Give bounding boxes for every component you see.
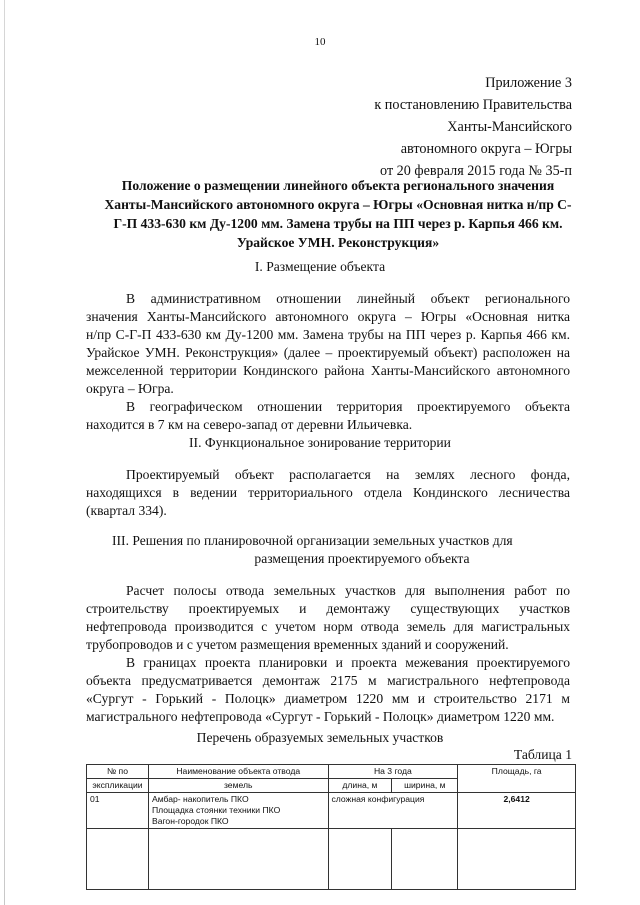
appendix-block [374, 72, 572, 182]
section-3-heading-line: III. Решения по планировочной организации земельных участков для [112, 533, 513, 548]
page-number: 10 [314, 36, 326, 48]
section-3-heading-line: размещения проектируемого объекта [254, 551, 470, 566]
land-plots-table [86, 764, 576, 890]
text-line: объекта предусматривается демонтаж 2175 м магистрального нефтепровода [86, 673, 570, 688]
title-line: Г-П 433-630 км Ду-1200 мм. Замена трубы на ПП через р. Карпья 466 км. [113, 216, 563, 231]
object-name: Площадка стоянки техники ПКО [151, 805, 281, 815]
text-line: «Сургут - Горький - Полоцк» диаметром 1220 мм и строительство 2171 м [86, 691, 570, 706]
scan-edge [4, 0, 5, 905]
text-line: значения Ханты-Мансийского автономного округа – Югры «Основная нитка [86, 309, 570, 324]
text-line: находящихся в ведении территориального отдела Кондинского лесничества [86, 485, 570, 500]
section-1-paragraph-1 [86, 290, 570, 398]
cell-number: 01 [87, 793, 149, 829]
text-line: нефтепровода производится с учетом норм отвода земель для магистральных [86, 619, 570, 634]
section-3-paragraph-2 [86, 654, 570, 726]
header-name-2: земель [148, 779, 328, 793]
cell-area: 2,6412 [458, 793, 576, 829]
section-3-paragraph-1 [86, 582, 570, 654]
cell-dimensions: сложная конфигурация [328, 793, 458, 829]
header-length: длина, м [328, 779, 392, 793]
appendix-line: Ханты-Мансийского [447, 119, 572, 135]
appendix-line: к постановлению Правительства [374, 97, 572, 113]
section-1-heading: I. Размещение объекта [254, 259, 386, 274]
header-width: ширина, м [392, 779, 458, 793]
text-line: Урайское УМН. Реконструкция» (далее – проектируемый объект) расположен на [86, 345, 570, 360]
table-row [87, 793, 576, 829]
text-line: (квартал 334). [86, 503, 167, 518]
header-name: Наименование объекта отвода [148, 765, 328, 779]
text-line: находится в 7 км на северо-запад от деревни Ильичевка. [86, 417, 413, 432]
text-line: строительству проектируемых и демонтажу существующих участков [86, 601, 570, 616]
table-row-continued [87, 829, 576, 890]
section-2-paragraph-1 [86, 466, 570, 520]
text-line: округа – Югра. [86, 381, 174, 396]
title-line: Ханты-Мансийского автономного округа – Югры «Основная нитка н/пр С- [104, 197, 572, 212]
text-line: межселенной территории Кондинского района Ханты-Мансийского автономного [86, 363, 570, 378]
appendix-line: Приложение 3 [485, 75, 572, 91]
header-number: № по [87, 765, 149, 779]
table-title: Перечень образуемых земельных участков [196, 730, 444, 745]
header-area: Площадь, га [458, 765, 576, 793]
text-line: Проектируемый объект располагается на землях лесного фонда, [126, 467, 570, 482]
text-line: Расчет полосы отвода земельных участков для выполнения работ по [126, 583, 570, 598]
object-name: Вагон-городок ПКО [151, 816, 229, 826]
text-line: В географическом отношении территория проектируемого объекта [126, 399, 570, 414]
section-3-heading [112, 532, 572, 568]
table-number: Таблица 1 [513, 747, 572, 762]
title-line: Положение о размещении линейного объекта регионального значения [121, 178, 555, 193]
header-number-2: экспликации [87, 779, 149, 793]
title-line: Урайское УМН. Реконструкция» [236, 235, 440, 250]
text-line: трубопроводов и с учетом размещения временных зданий и сооружений. [86, 637, 509, 652]
text-line: магистрального нефтепровода «Сургут - Горький - Полоцк» диаметром 1220 мм. [86, 709, 555, 724]
text-line: В административном отношении линейный объект регионального [126, 291, 570, 306]
header-period: На 3 года [328, 765, 458, 779]
document-title [96, 176, 580, 252]
section-2-heading: II. Функциональное зонирование территории [189, 435, 451, 450]
section-1-paragraph-2 [86, 398, 570, 434]
cell-names [148, 793, 328, 829]
table-header-row [87, 765, 576, 779]
text-line: В границах проекта планировки и проекта межевания проектируемого [126, 655, 570, 670]
text-line: н/пр С-Г-П 433-630 км Ду-1200 мм. Замена трубы на ПП через р. Карпья 466 км. [86, 327, 570, 342]
object-name: Амбар- накопитель ПКО [151, 794, 249, 804]
appendix-line: от 20 февраля 2015 года № 35-п [380, 163, 572, 179]
appendix-line: автономного округа – Югры [400, 141, 572, 157]
